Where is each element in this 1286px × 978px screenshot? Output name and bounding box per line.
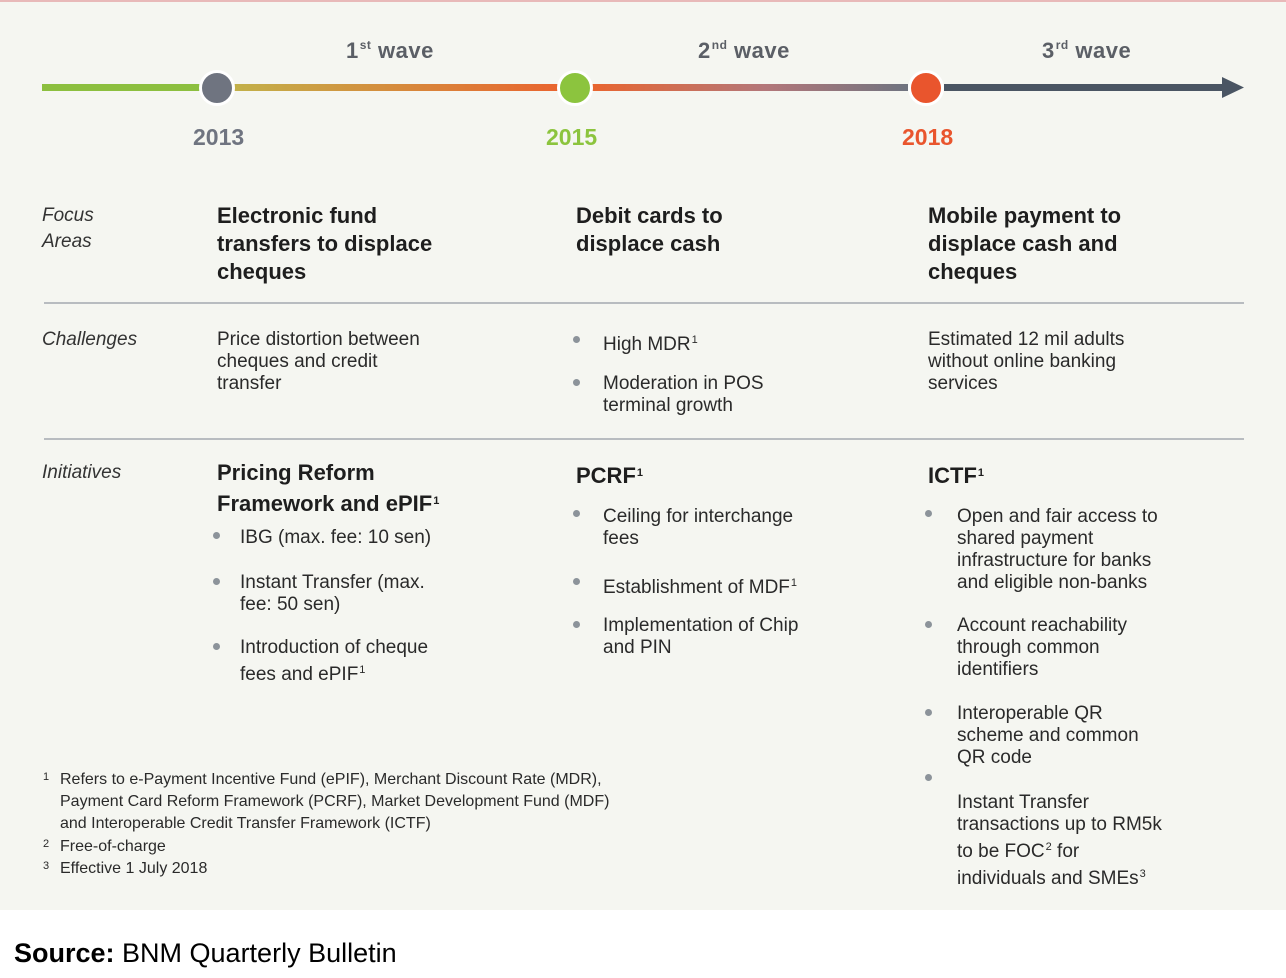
text-line: shared payment — [957, 528, 1094, 549]
text-line: identifiers — [957, 659, 1039, 680]
initiatives-col2-title — [576, 459, 643, 490]
heading-line: transfers to displace — [217, 231, 433, 256]
footnote-ref: 1 — [359, 664, 366, 676]
text-line: and PIN — [603, 637, 672, 658]
initiatives-col1-bullet-2 — [240, 572, 425, 616]
initiatives-col2-bullet-3 — [603, 615, 798, 659]
focus-col3 — [928, 202, 1121, 286]
heading-line: Pricing Reform — [217, 460, 375, 485]
bullet-text: High MDR — [603, 334, 691, 355]
bullet-dot — [573, 621, 580, 628]
footnote-2 — [43, 836, 166, 858]
wave-label-3 — [1042, 38, 1131, 64]
heading-line: Framework and ePIF — [217, 491, 433, 516]
footnote-ref: 1 — [636, 467, 644, 479]
wave-word: wave — [734, 38, 790, 63]
initiatives-col2-bullet-1 — [603, 506, 793, 550]
initiatives-col3-bullet-4 — [957, 792, 1162, 890]
timeline-segment-4 — [944, 84, 1230, 91]
top-border — [0, 0, 1286, 2]
timeline-arrowhead-icon — [1222, 77, 1244, 98]
wave-ordinal: rd — [1055, 38, 1069, 52]
year-2013: 2013 — [193, 124, 245, 150]
text-line: transfer — [217, 373, 282, 394]
bullet-dot — [573, 510, 580, 517]
bullet-dot — [925, 774, 932, 781]
heading-line: cheques — [217, 259, 307, 284]
bullet-dot — [213, 643, 220, 650]
text-line: Estimated 12 mil adults — [928, 329, 1125, 350]
bullet-dot — [213, 532, 220, 539]
bullet-dot — [573, 379, 580, 386]
heading-line: displace cash — [576, 231, 721, 256]
timeline-segment-3 — [590, 84, 908, 91]
wave-label-2 — [698, 38, 790, 64]
heading-line: Debit cards to — [576, 203, 723, 228]
year-2018: 2018 — [902, 124, 954, 150]
text-line: scheme and common — [957, 725, 1139, 746]
heading-line: cheques — [928, 259, 1018, 284]
text-line: through common — [957, 637, 1100, 658]
footnote-1 — [43, 769, 610, 835]
row-label-challenges: Challenges — [42, 329, 138, 350]
heading-line: Mobile payment to — [928, 203, 1122, 228]
text-line: individuals and SMEs — [957, 868, 1139, 889]
wave-number: 2 — [698, 38, 711, 63]
footnote-line: Effective 1 July 2018 — [60, 860, 208, 877]
initiatives-col2-bullet-2 — [603, 572, 797, 599]
row-divider-1 — [44, 302, 1244, 304]
text-line: QR code — [957, 747, 1032, 768]
bullet-dot — [925, 510, 932, 517]
footnote-ref: 1 — [691, 334, 698, 346]
wave-number: 1 — [346, 38, 359, 63]
footnote-ref: 3 — [1139, 868, 1146, 880]
footnote-marker: 1 — [43, 771, 50, 783]
text-line: Interoperable QR — [957, 703, 1103, 724]
footnote-ref: 2 — [1045, 841, 1052, 853]
initiatives-col3-bullet-2 — [957, 615, 1127, 681]
text-line: Introduction of cheque — [240, 637, 429, 658]
text-line: fee: 50 sen) — [240, 594, 341, 615]
text-line: Instant Transfer — [957, 792, 1090, 813]
text-line: fees and ePIF — [240, 664, 359, 685]
text-line: cheques and credit — [217, 351, 378, 372]
wave-number: 3 — [1042, 38, 1055, 63]
bullet-dot — [213, 578, 220, 585]
initiatives-col3-bullet-3 — [957, 703, 1139, 769]
footnote-marker: 3 — [43, 860, 50, 872]
row-label-line: Areas — [42, 231, 92, 252]
initiatives-col1-bullet-1: IBG (max. fee: 10 sen) — [240, 527, 432, 548]
focus-col2 — [576, 202, 723, 258]
heading-line: Electronic fund — [217, 203, 378, 228]
text-line: services — [928, 373, 998, 394]
text-line: Price distortion between — [217, 329, 420, 350]
footnote-3 — [43, 858, 208, 880]
year-2015: 2015 — [546, 124, 598, 150]
source-label: Source: — [14, 938, 115, 968]
text-line: Moderation in POS — [603, 373, 764, 394]
focus-col1 — [217, 202, 432, 286]
wave-ordinal: nd — [711, 38, 728, 52]
row-divider-2 — [44, 438, 1244, 440]
footnote-line: Payment Card Reform Framework (PCRF), Market Development Fund (MDF) — [60, 793, 610, 810]
footnote-line: Free-of-charge — [60, 838, 166, 855]
text-line: fees — [603, 528, 639, 549]
footnote-line: and Interoperable Credit Transfer Framework (ICTF) — [60, 815, 431, 832]
timeline-node-2013 — [199, 70, 235, 106]
initiatives-col3-bullet-1 — [957, 506, 1158, 594]
row-label-initiatives: Initiatives — [42, 462, 122, 483]
initiatives-col1-bullet-3 — [240, 637, 428, 686]
heading-line: displace cash and — [928, 231, 1118, 256]
timeline-segment-2 — [232, 84, 558, 91]
footnote-ref: 1 — [790, 577, 798, 589]
footnote-ref: 1 — [977, 467, 985, 479]
wave-word: wave — [378, 38, 434, 63]
text-line: terminal growth — [603, 395, 733, 416]
bullet-dot — [573, 578, 580, 585]
bullet-dot — [925, 621, 932, 628]
source-text: BNM Quarterly Bulletin — [114, 938, 397, 968]
heading-line: ICTF — [928, 463, 977, 488]
text-line: Instant Transfer (max. — [240, 572, 425, 593]
heading-line: PCRF — [576, 463, 636, 488]
text-line: without online banking — [928, 351, 1117, 372]
timeline-node-2015 — [557, 70, 593, 106]
text-line: Ceiling for interchange — [603, 506, 794, 527]
row-label-line: Focus — [42, 205, 94, 226]
bullet-dot — [573, 336, 580, 343]
timeline-segment-1 — [42, 84, 202, 91]
text-line: transactions up to RM5k — [957, 814, 1162, 835]
challenges-col3 — [928, 329, 1124, 395]
text-line: for — [1051, 841, 1080, 862]
initiatives-col1-title — [217, 459, 439, 518]
bullet-dot — [925, 709, 932, 716]
text-line: Open and fair access to — [957, 506, 1158, 527]
row-label-focus-areas — [42, 203, 94, 255]
source-caption — [14, 938, 397, 969]
text-line: Implementation of Chip — [603, 615, 799, 636]
initiatives-col3-title — [928, 459, 984, 490]
wave-label-1 — [346, 38, 434, 64]
footnote-line: Refers to e-Payment Incentive Fund (ePIF), Merchant Discount Rate (MDR), — [60, 771, 602, 788]
footnote-marker: 2 — [43, 838, 50, 850]
challenges-col2-bullet-1 — [603, 329, 698, 356]
timeline-node-2018 — [908, 70, 944, 106]
text-line: to be FOC — [957, 841, 1045, 862]
bullet-text: Establishment of MDF — [603, 577, 790, 598]
challenges-col1 — [217, 329, 420, 395]
text-line: Account reachability — [957, 615, 1128, 636]
text-line: infrastructure for banks — [957, 550, 1152, 571]
challenges-col2-bullet-2 — [603, 373, 764, 417]
wave-ordinal: st — [359, 38, 372, 52]
wave-word: wave — [1075, 38, 1132, 63]
text-line: and eligible non-banks — [957, 572, 1148, 593]
footnote-ref: 1 — [433, 495, 440, 507]
